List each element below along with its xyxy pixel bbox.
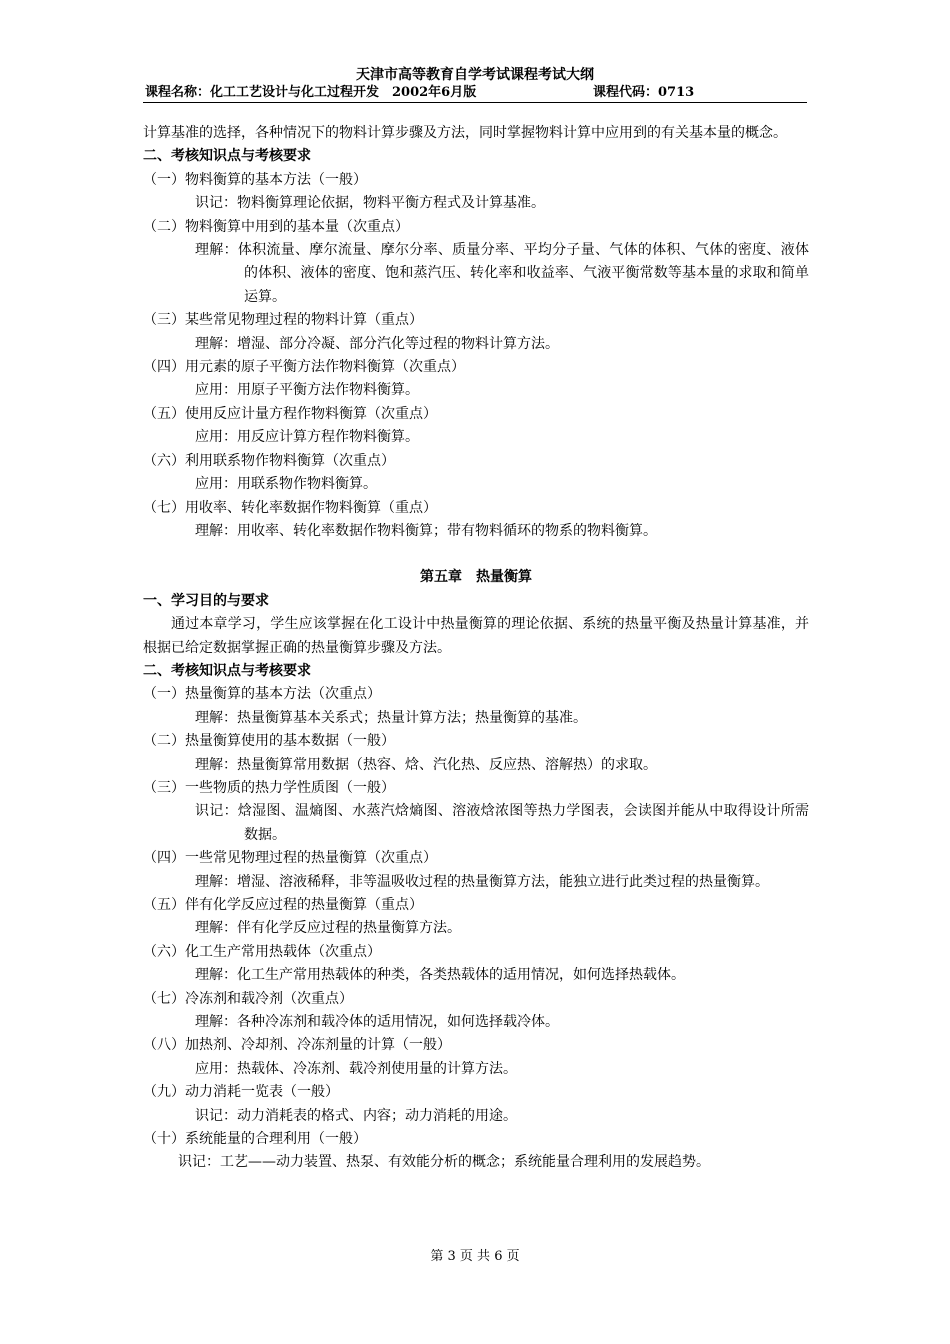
knowledge-point-requirement: 理解：增湿、溶液稀释，非等温吸收过程的热量衡算方法，能独立进行此类过程的热量衡算。 [195, 873, 769, 890]
section-heading: 一、学习目的与要求 [143, 592, 269, 609]
knowledge-point-requirement: 应用：用原子平衡方法作物料衡算。 [195, 382, 419, 399]
document-title: 天津市高等教育自学考试课程考试大纲 [356, 67, 594, 83]
course-name: 课程名称：化工工艺设计与化工过程开发 2002年6月版 [145, 85, 477, 100]
knowledge-point-title: （一）物料衡算的基本方法（一般） [143, 171, 367, 188]
knowledge-point-title: （三）一些物质的热力学性质图（一般） [143, 779, 395, 796]
knowledge-point-requirement: 理解：化工生产常用热载体的种类，各类热载体的适用情况，如何选择热载体。 [195, 967, 685, 984]
knowledge-point-title: （十）系统能量的合理利用（一般） [143, 1131, 367, 1148]
knowledge-point-title: （五）使用反应计量方程作物料衡算（次重点） [143, 405, 437, 422]
knowledge-point-title: （三）某些常见物理过程的物料计算（重点） [143, 312, 423, 329]
header-rule [143, 102, 807, 103]
knowledge-point-title: （八）加热剂、冷却剂、冷冻剂量的计算（一般） [143, 1037, 451, 1054]
knowledge-point-requirement: 应用：热载体、冷冻剂、载冷剂使用量的计算方法。 [195, 1060, 517, 1077]
knowledge-point-title: （七）用收率、转化率数据作物料衡算（重点） [143, 499, 437, 516]
section-heading: 二、考核知识点与考核要求 [143, 148, 311, 165]
knowledge-point-requirement: 理解：增湿、部分冷凝、部分汽化等过程的物料计算方法。 [195, 335, 559, 352]
knowledge-point-requirement: 识记：动力消耗表的格式、内容；动力消耗的用途。 [195, 1107, 517, 1124]
page-number: 第 3 页 共 6 页 [430, 1249, 520, 1264]
knowledge-point-title: （五）伴有化学反应过程的热量衡算（重点） [143, 897, 423, 913]
knowledge-point-requirement: 理解：体积流量、摩尔流量、摩尔分率、质量分率、平均分子量、气体的体积、气体的密度、液体的体积、液体的密度、饱和蒸汽压、转化率和收益率、气液平衡常数等基本量的求取和简单运算。 [195, 242, 809, 305]
knowledge-point-title: （六）化工生产常用热载体（次重点） [143, 943, 381, 960]
knowledge-point-title: （一）热量衡算的基本方法（次重点） [143, 686, 381, 703]
knowledge-point-title: （四）一些常见物理过程的热量衡算（次重点） [143, 850, 437, 867]
knowledge-point-requirement: 识记：焓湿图、温熵图、水蒸汽焓熵图、溶液焓浓图等热力学图表，会读图并能从中取得设计所需数据。 [195, 803, 809, 843]
knowledge-point-requirement: 识记：工艺——动力装置、热泵、有效能分析的概念；系统能量合理利用的发展趋势。 [178, 1154, 710, 1171]
knowledge-point-requirement: 理解：热量衡算基本关系式；热量计算方法；热量衡算的基准。 [195, 709, 587, 726]
knowledge-point-requirement: 理解：伴有化学反应过程的热量衡算方法。 [195, 920, 461, 937]
knowledge-point-title: （九）动力消耗一览表（一般） [143, 1084, 339, 1101]
section-heading: 二、考核知识点与考核要求 [143, 662, 311, 679]
knowledge-point-requirement: 理解：用收率、转化率数据作物料衡算；带有物料循环的物系的物料衡算。 [195, 522, 657, 539]
knowledge-point-title: （二）物料衡算中用到的基本量（次重点） [143, 218, 409, 235]
spacer [143, 543, 809, 566]
chapter-title: 第五章 热量衡算 [420, 569, 532, 586]
knowledge-point-requirement: 理解：各种冷冻剂和载冷体的适用情况，如何选择载冷体。 [195, 1014, 559, 1031]
knowledge-point-title: （六）利用联系物作物料衡算（次重点） [143, 452, 395, 469]
knowledge-point-requirement: 识记：物料衡算理论依据，物料平衡方程式及计算基准。 [195, 195, 545, 212]
continuation-paragraph: 计算基准的选择，各种情况下的物料计算步骤及方法，同时掌握物料计算中应用到的有关基本量的概念。 [143, 125, 787, 141]
knowledge-point-title: （二）热量衡算使用的基本数据（一般） [143, 733, 395, 750]
body-content [143, 122, 809, 1175]
section-paragraph: 通过本章学习，学生应该掌握在化工设计中热量衡算的理论依据、系统的热量平衡及热量计算基准，并根据已给定数据掌握正确的热量衡算步骤及方法。 [143, 616, 809, 656]
knowledge-point-requirement: 理解：热量衡算常用数据（热容、焓、汽化热、反应热、溶解热）的求取。 [195, 756, 657, 773]
knowledge-point-title: （四）用元素的原子平衡方法作物料衡算（次重点） [143, 359, 465, 376]
knowledge-point-requirement: 应用：用反应计算方程作物料衡算。 [195, 429, 419, 446]
knowledge-point-title: （七）冷冻剂和载冷剂（次重点） [143, 990, 353, 1007]
knowledge-point-requirement: 应用：用联系物作物料衡算。 [195, 476, 377, 493]
course-code: 课程代码：0713 [593, 85, 695, 100]
